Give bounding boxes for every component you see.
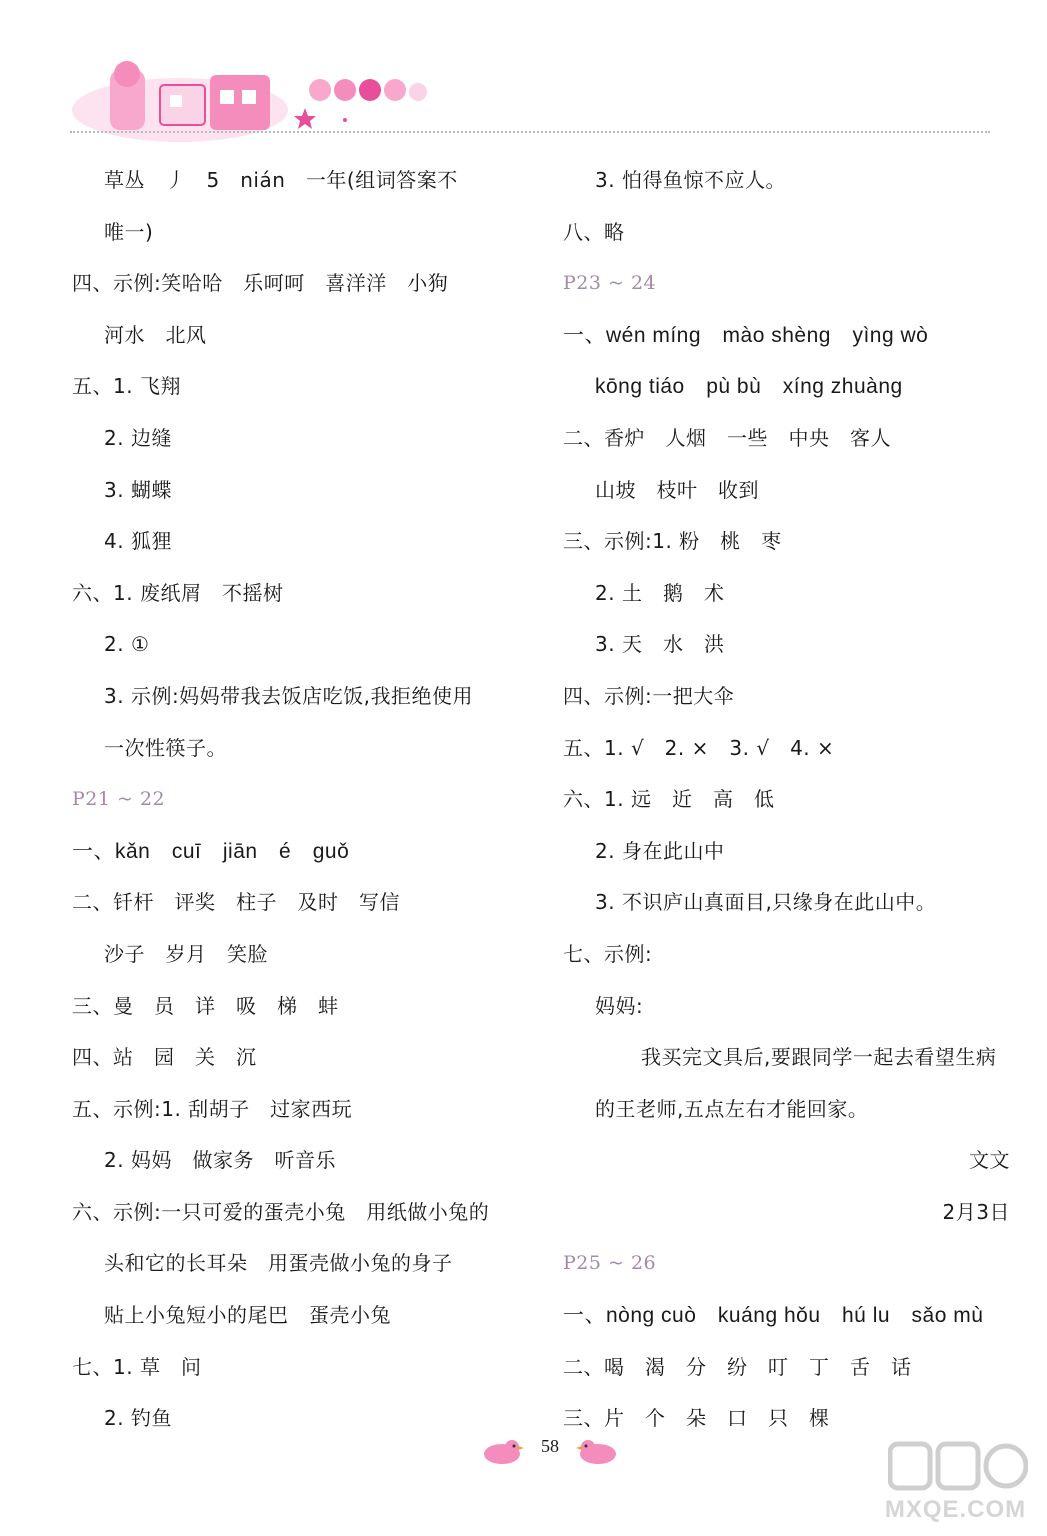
answer-line: 三、曼 员 详 吸 梯 蚌 <box>72 993 339 1018</box>
answer-line: 六、1. 远 近 高 低 <box>563 787 775 812</box>
answer-line: 沙子 岁月 笑脸 <box>104 941 268 966</box>
page-footer <box>470 1430 630 1470</box>
header-divider <box>70 131 990 133</box>
answer-watermark-icon <box>888 1440 1028 1495</box>
answer-line: 2. ① <box>104 632 150 657</box>
watermark <box>868 1440 1043 1530</box>
answer-line: 一、nòng cuò kuáng hǒu hú lu sǎo mù <box>563 1304 984 1328</box>
answer-line: 妈妈: <box>595 993 644 1018</box>
answer-line: 一、wén míng mào shèng yìng wò <box>563 323 929 347</box>
answer-line: 四、示例:笑哈哈 乐呵呵 喜洋洋 小狗 <box>72 271 449 296</box>
page-range-heading: P25 ~ 26 <box>563 1252 657 1275</box>
answer-line: 六、示例:一只可爱的蛋壳小兔 用纸做小兔的 <box>72 1199 490 1224</box>
answer-line: 2. 钓鱼 <box>104 1406 172 1431</box>
answer-line: 2. 土 鹅 术 <box>595 580 725 605</box>
answer-line: 3. 天 水 洪 <box>595 632 725 657</box>
answer-line: kōng tiáo pù bù xíng zhuàng <box>595 375 903 399</box>
answer-line: 五、1. 飞翔 <box>72 374 181 399</box>
answer-line: 2. 身在此山中 <box>595 838 725 863</box>
pink-bird-icon <box>576 1436 622 1466</box>
answer-line: 4. 狐狸 <box>104 529 172 554</box>
answer-line: 唯一) <box>104 219 154 244</box>
answer-line: 文文 <box>969 1148 1010 1173</box>
answer-line: 3. 不识庐山真面目,只缘身在此山中。 <box>595 890 937 915</box>
answer-line: 三、片 个 朵 口 只 棵 <box>563 1406 830 1431</box>
answer-line: 八、略 <box>563 219 625 244</box>
answer-line: 3. 怕得鱼惊不应人。 <box>595 168 786 192</box>
answer-line: 六、1. 废纸屑 不摇树 <box>72 580 284 605</box>
answer-line: 我买完文具后,要跟同学一起去看望生病 <box>641 1045 997 1070</box>
answer-line: 二、钎杆 评奖 柱子 及时 写信 <box>72 890 400 915</box>
answer-line: 七、示例: <box>563 941 653 966</box>
answer-line: 2. 边缝 <box>104 425 172 450</box>
answer-line: 3. 示例:妈妈带我去饭店吃饭,我拒绝使用 <box>104 683 474 708</box>
answer-line: 三、示例:1. 粉 桃 枣 <box>563 529 782 554</box>
answer-line: 一、kǎn cuī jiān é guǒ <box>72 839 350 863</box>
answer-line: 二、喝 渴 分 纷 叮 丁 舌 话 <box>563 1354 912 1379</box>
answer-line: 七、1. 草 问 <box>72 1354 202 1379</box>
left-answer-column <box>72 155 522 1445</box>
answer-line: 二、香炉 人烟 一些 中央 客人 <box>563 425 891 450</box>
answer-line: 贴上小兔短小的尾巴 蛋壳小兔 <box>104 1303 391 1328</box>
answer-line: 头和它的长耳朵 用蛋壳做小兔的身子 <box>104 1251 453 1276</box>
right-answer-column <box>563 155 1018 1445</box>
answer-line: 2月3日 <box>942 1199 1010 1224</box>
answer-line: 草丛 丿 5 nián 一年(组词答案不 <box>104 168 458 192</box>
watermark-text: MXQE.COM <box>884 1496 1027 1523</box>
page-range-heading: P21 ~ 22 <box>72 788 166 811</box>
page-range-heading: P23 ~ 24 <box>563 272 657 295</box>
answer-line: 河水 北风 <box>104 322 207 347</box>
answer-line: 山坡 枝叶 收到 <box>595 477 759 502</box>
page-number: 58 <box>541 1436 559 1456</box>
answer-line: 一次性筷子。 <box>104 735 227 760</box>
answer-line: 五、示例:1. 刮胡子 过家西玩 <box>72 1096 353 1121</box>
answer-line: 四、站 园 关 沉 <box>72 1045 257 1070</box>
answer-line: 四、示例:一把大伞 <box>563 683 735 708</box>
answer-line: 3. 蝴蝶 <box>104 477 172 502</box>
answer-line: 2. 妈妈 做家务 听音乐 <box>104 1148 336 1173</box>
answer-line: 五、1. √ 2. × 3. √ 4. × <box>563 735 835 760</box>
answer-line: 的王老师,五点左右才能回家。 <box>595 1096 869 1121</box>
